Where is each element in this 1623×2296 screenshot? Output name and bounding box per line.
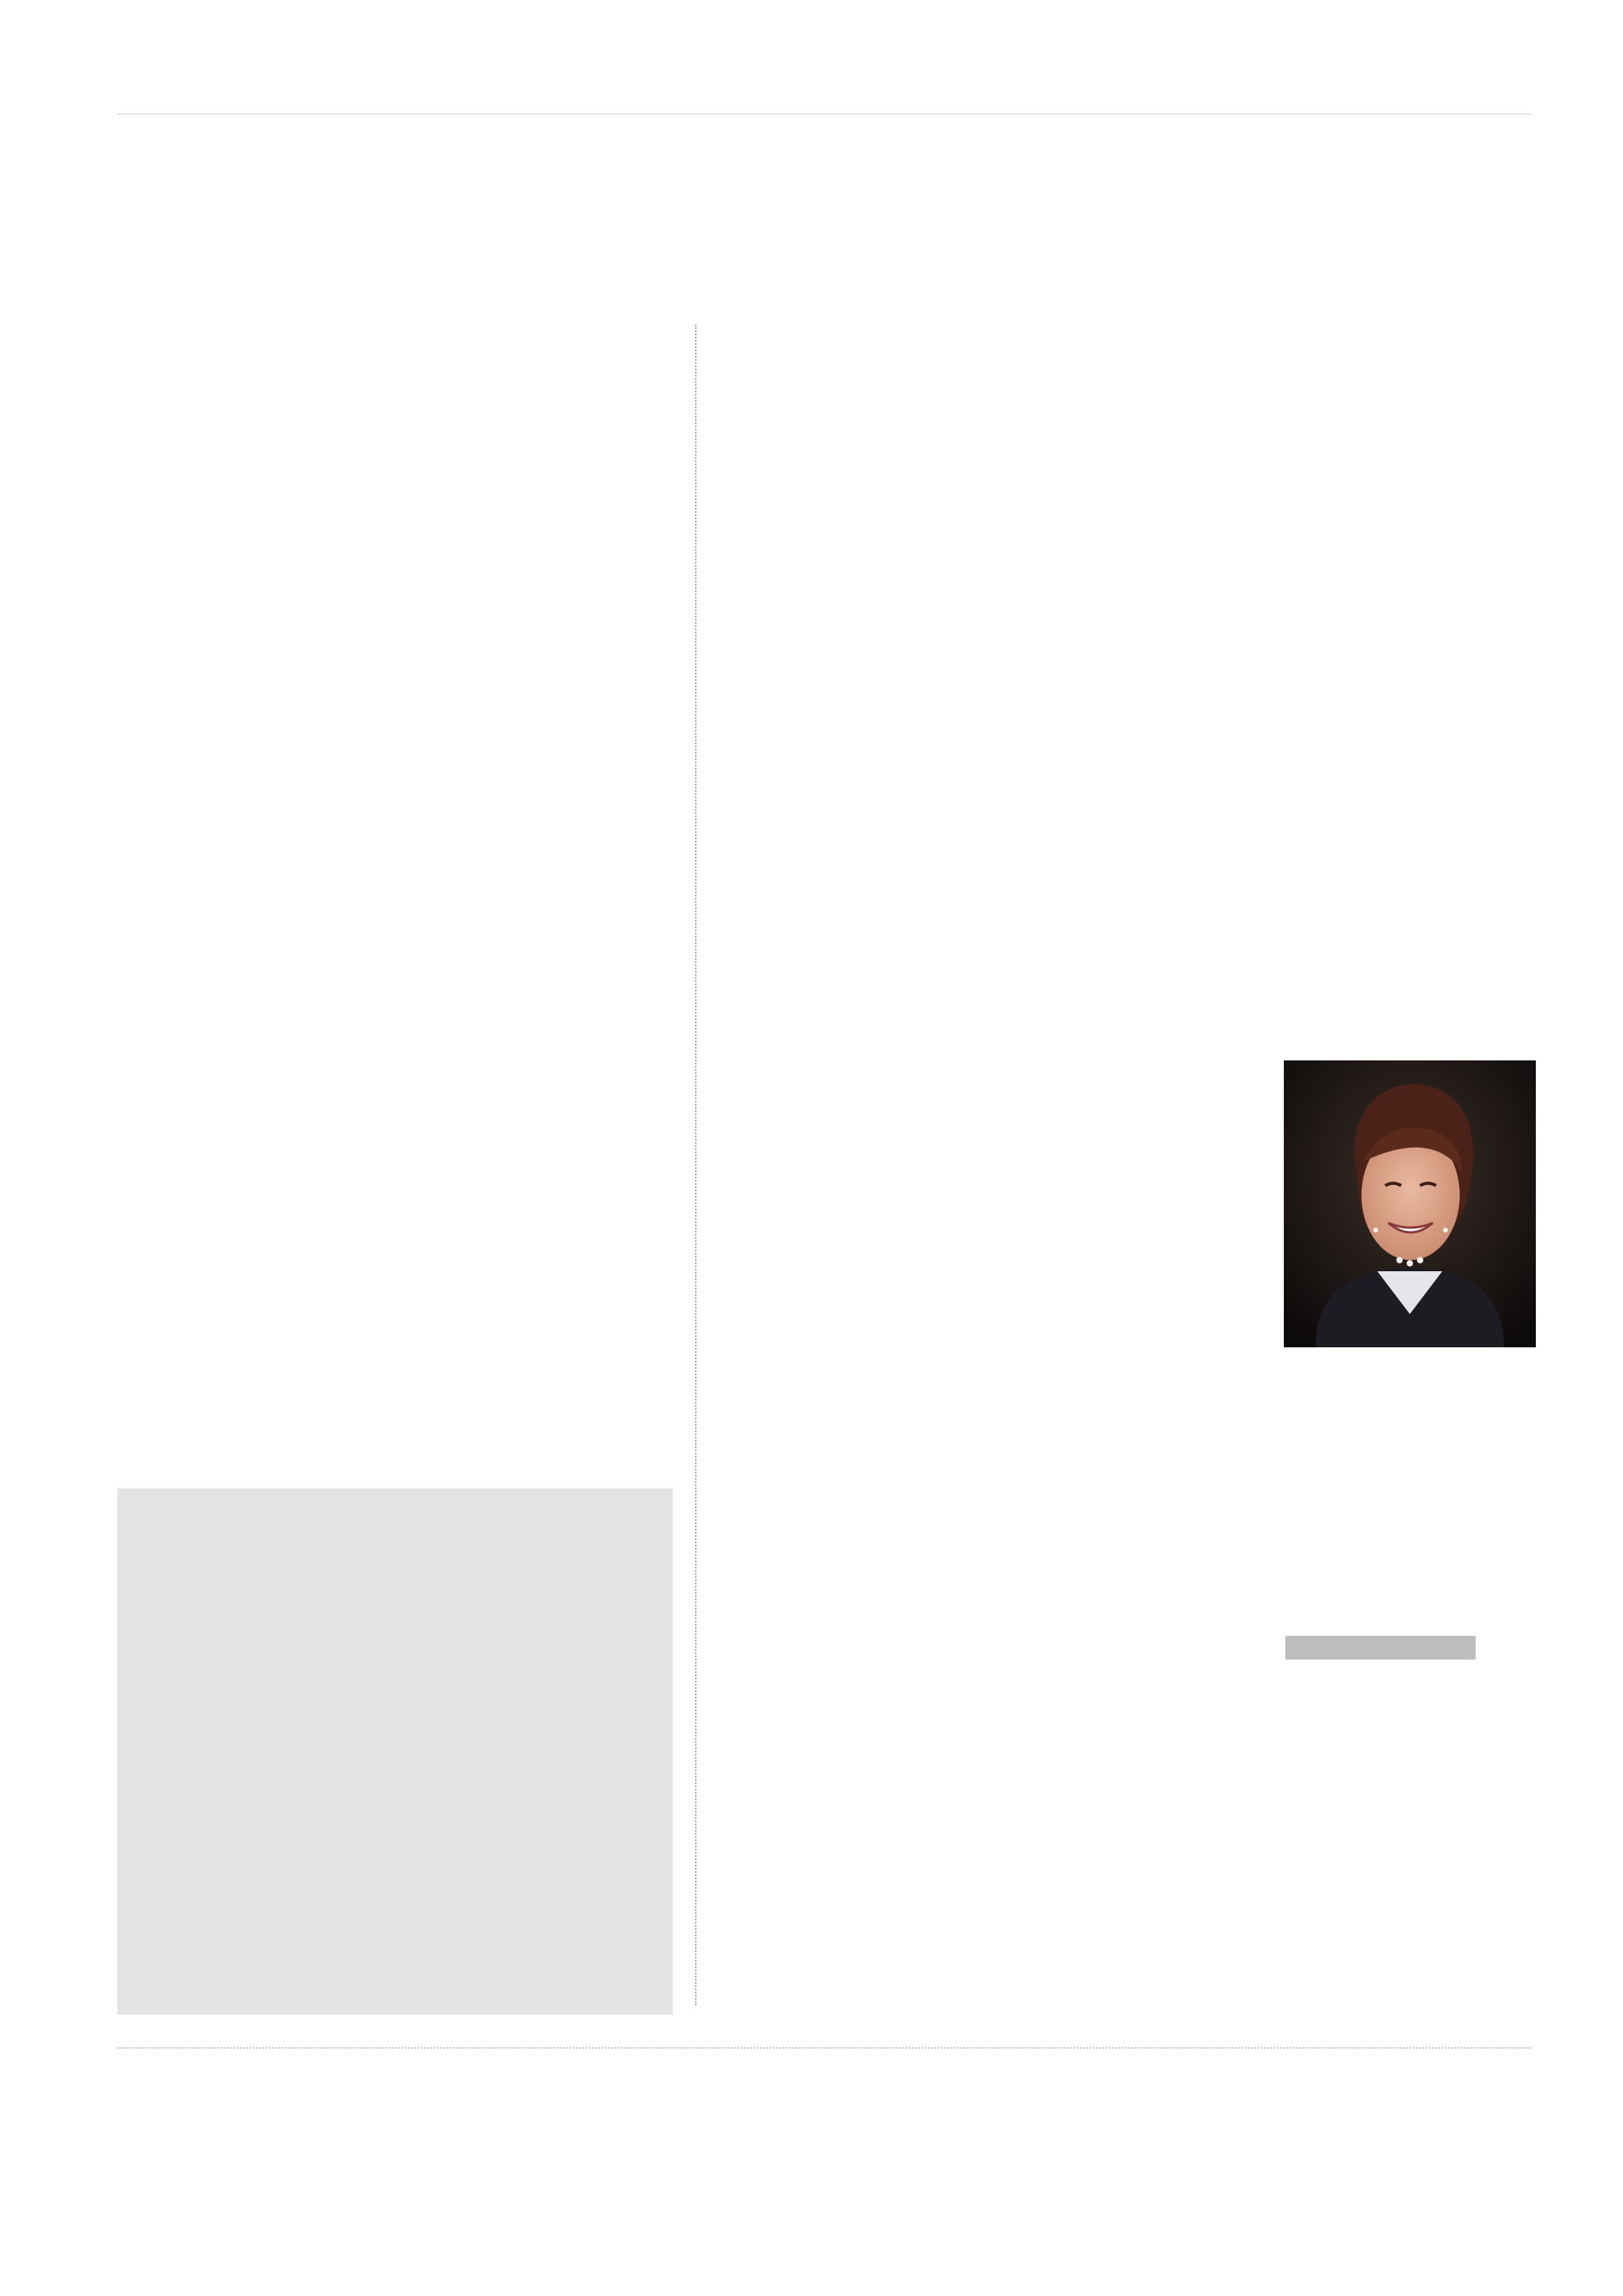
decorative-bar (1285, 1636, 1476, 1660)
resources-box (117, 1488, 673, 2015)
portrait-photo (1284, 1060, 1536, 1347)
footer-rule (117, 2047, 1531, 2049)
portrait-image (1284, 1060, 1536, 1347)
column-divider (695, 325, 697, 2005)
header-rule (117, 113, 1531, 115)
